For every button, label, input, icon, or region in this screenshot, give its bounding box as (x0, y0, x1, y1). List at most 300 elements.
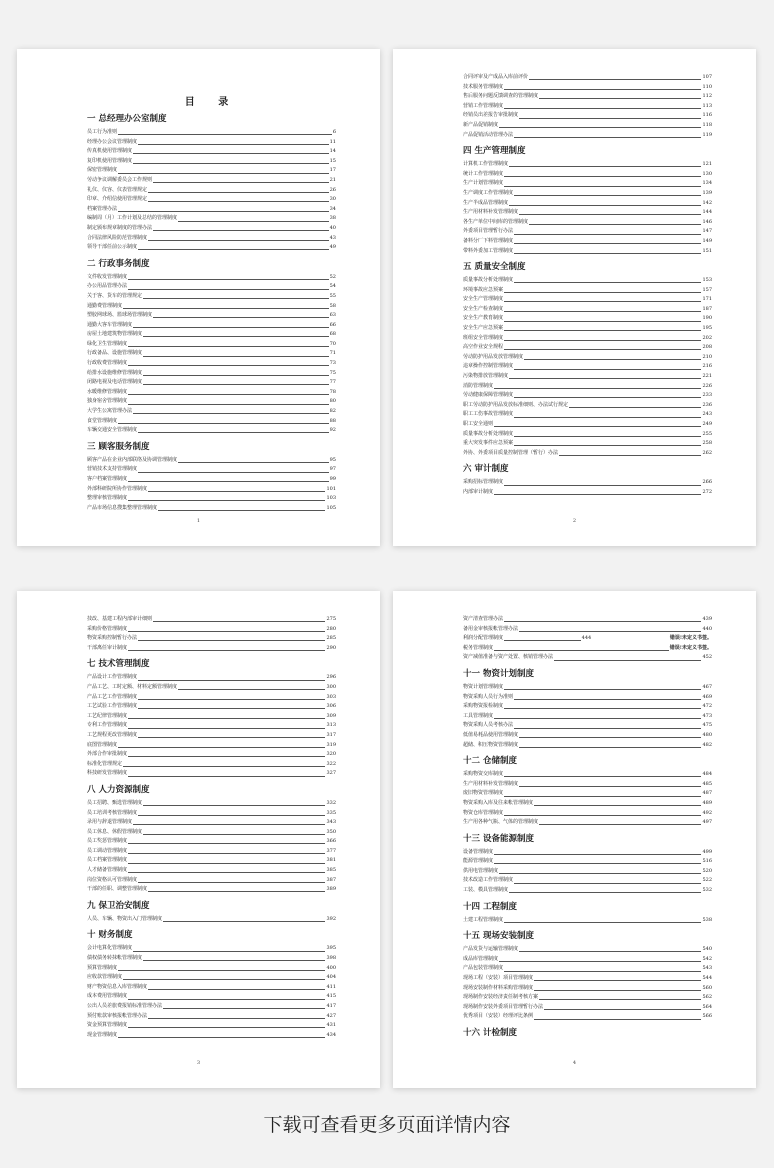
dot-leader (569, 407, 701, 408)
dot-leader (504, 708, 701, 709)
toc-entry[interactable] (87, 128, 336, 138)
toc-entry-page-number: 15 (329, 157, 336, 164)
toc-entry-page-number: 78 (329, 388, 336, 395)
toc-entry[interactable] (87, 504, 336, 514)
toc-entry[interactable] (463, 391, 712, 401)
toc-entry-page-number: 208 (702, 344, 712, 351)
toc-entry-page-number: 258 (702, 440, 712, 447)
toc-entry[interactable] (87, 166, 336, 176)
toc-entry-title: 员工招聘、甄选管理制度 (87, 799, 143, 806)
toc-entry[interactable] (87, 147, 336, 157)
toc-entry[interactable] (87, 644, 336, 654)
toc-entry[interactable] (463, 809, 712, 819)
toc-entry-title: 录用与辞退管理制度 (87, 819, 133, 826)
toc-entry-page-number: 484 (702, 771, 712, 778)
toc-entry-page-number: 392 (326, 915, 336, 922)
toc-entry[interactable] (463, 208, 712, 218)
dot-leader (158, 510, 325, 511)
toc-entry[interactable] (87, 475, 336, 485)
toc-entry-title: 预付账款审核报帐管理办法 (87, 1012, 148, 1019)
toc-entry[interactable] (463, 410, 712, 420)
toc-entry[interactable] (463, 179, 712, 189)
dot-leader (534, 1019, 701, 1020)
toc-entry-title: 新产品促销制度 (463, 121, 499, 128)
toc-entry-title: 传真机使用管理制度 (87, 148, 133, 155)
toc-entry[interactable] (463, 634, 712, 644)
toc-entry[interactable] (87, 760, 336, 770)
dot-leader (539, 824, 701, 825)
toc-entry-title: 干部离任审计制度 (87, 644, 128, 651)
toc-entry-page-number: 538 (702, 916, 712, 923)
toc-entry-page-number: 285 (326, 635, 336, 642)
toc-entry[interactable] (87, 176, 336, 186)
toc-entry-page-number: 562 (702, 994, 712, 1001)
toc-entry-page-number: 149 (702, 237, 712, 244)
toc-entry-page-number: 415 (326, 993, 336, 1000)
toc-entry-title: 超储、积压物资管理制度 (463, 741, 519, 748)
toc-entry-page-number: 113 (702, 102, 712, 109)
section-heading: 十三 设备能源制度 (463, 833, 534, 844)
dot-leader (514, 253, 701, 254)
toc-entry-title: 职工劳动防护用品发放标准细则、办法试行规定 (463, 401, 569, 408)
toc-entry-page-number: 34 (329, 205, 336, 212)
toc-entry-page-number: 243 (702, 411, 712, 418)
toc-entry[interactable] (87, 828, 336, 838)
toc-entry[interactable] (87, 1012, 336, 1022)
toc-entry[interactable] (463, 857, 712, 867)
toc-entry[interactable] (87, 1021, 336, 1031)
toc-entry-page-number: 417 (326, 1003, 336, 1009)
toc-entry[interactable] (463, 439, 712, 449)
toc-entry[interactable] (87, 407, 336, 417)
toc-entry[interactable] (87, 983, 336, 993)
toc-entry-title: 通勤大客车管理制度 (87, 321, 133, 328)
toc-entry[interactable] (463, 160, 712, 170)
toc-entry[interactable] (87, 138, 336, 148)
toc-entry-page-number: 142 (702, 199, 712, 206)
dot-leader (128, 631, 325, 632)
toc-entry[interactable] (87, 157, 336, 167)
toc-entry-page-number: 335 (326, 809, 336, 816)
toc-entry-page-number: 118 (702, 121, 712, 128)
toc-entry[interactable] (463, 218, 712, 228)
toc-entry[interactable] (463, 644, 712, 654)
toc-entry[interactable] (87, 673, 336, 683)
toc-entry[interactable] (463, 993, 712, 1003)
dot-leader (143, 336, 329, 337)
toc-entry-page-number: 52 (329, 273, 336, 280)
toc-entry-title: 经理办公会议管理制度 (87, 138, 138, 145)
toc-entry[interactable] (463, 615, 712, 625)
toc-entry-page-number: 187 (702, 305, 712, 312)
toc-entry[interactable] (463, 818, 712, 828)
toc-entry[interactable] (87, 494, 336, 504)
toc-entry-title: 供用电管理制度 (463, 867, 499, 874)
toc-entry[interactable] (87, 885, 336, 895)
toc-entry[interactable] (463, 83, 712, 93)
toc-entry[interactable] (463, 430, 712, 440)
toc-entry[interactable] (463, 974, 712, 984)
dot-leader (514, 397, 701, 398)
dot-leader (514, 282, 701, 283)
toc-entry-page-number: 43 (329, 234, 336, 241)
toc-entry[interactable] (463, 625, 712, 635)
dot-leader (128, 853, 325, 854)
toc-entry[interactable] (463, 362, 712, 372)
dot-leader (494, 650, 669, 651)
dot-leader (519, 786, 701, 787)
toc-entry[interactable] (87, 866, 336, 876)
toc-entry[interactable] (87, 465, 336, 475)
toc-entry[interactable] (87, 369, 336, 379)
dot-leader (138, 472, 329, 473)
toc-entry-title: 合同评审及产成品入库前评价 (463, 74, 529, 80)
toc-entry-page-number: 6 (332, 129, 336, 135)
toc-entry-title: 绿化卫生管理制度 (87, 340, 128, 347)
dot-leader (148, 240, 329, 241)
toc-entry-title: 劳动防护用品发放管理制度 (463, 353, 524, 360)
toc-entry[interactable] (463, 353, 712, 363)
toc-entry[interactable] (463, 1003, 712, 1013)
toc-entry-page-number: 130 (702, 170, 712, 177)
toc-entry[interactable] (87, 292, 336, 302)
toc-entry-page-number: 272 (702, 488, 712, 495)
section-heading: 十 财务制度 (87, 930, 133, 941)
toc-entry[interactable] (87, 214, 336, 224)
toc-entry[interactable] (463, 683, 712, 693)
toc-entry[interactable] (463, 92, 712, 102)
toc-entry[interactable] (463, 295, 712, 305)
toc-entry[interactable] (463, 945, 712, 955)
toc-entry[interactable] (463, 237, 712, 247)
toc-entry[interactable] (87, 992, 336, 1002)
toc-entry[interactable] (87, 243, 336, 253)
toc-entry-title: 产品市场信息搜集整理管理制度 (87, 504, 158, 511)
toc-entry-page-number: 21 (329, 176, 336, 183)
toc-entry-title: 标准化管理规定 (87, 760, 123, 767)
toc-entry-title: 备用金审核报帐管理办法 (463, 625, 519, 632)
toc-entry[interactable] (87, 625, 336, 635)
toc-entry[interactable] (463, 770, 712, 780)
toc-entry[interactable] (87, 731, 336, 741)
toc-entry[interactable] (463, 789, 712, 799)
toc-entry[interactable] (463, 886, 712, 896)
section-heading: 七 技术管理制度 (87, 659, 150, 670)
toc-entry-page-number: 266 (702, 479, 712, 486)
dot-leader (494, 388, 701, 389)
toc-entry[interactable] (463, 199, 712, 209)
toc-entry-title: 营销工作管理制度 (463, 102, 504, 109)
toc-entry[interactable] (87, 818, 336, 828)
toc-entry-page-number: 452 (702, 654, 712, 661)
toc-entry[interactable] (463, 111, 712, 121)
toc-entry[interactable] (87, 721, 336, 731)
toc-entry[interactable] (87, 388, 336, 398)
toc-entry[interactable] (463, 73, 712, 83)
toc-entry-page-number: 343 (326, 819, 336, 826)
toc-entry[interactable] (87, 1002, 336, 1012)
dot-leader (504, 621, 701, 622)
toc-entry[interactable] (463, 731, 712, 741)
toc-entry[interactable] (463, 876, 712, 886)
toc-entry[interactable] (87, 683, 336, 693)
toc-entry[interactable] (87, 330, 336, 340)
toc-entry-title: 废旧物资管理制度 (463, 790, 504, 797)
toc-entry-page-number: 249 (702, 421, 712, 427)
dot-leader (178, 689, 325, 690)
toc-entry-title: 产品工艺、工时定额、材料定额管理制度 (87, 683, 178, 690)
toc-entry[interactable] (87, 693, 336, 703)
toc-entry[interactable] (87, 847, 336, 857)
dot-leader (504, 292, 701, 293)
toc-entry[interactable] (87, 1031, 336, 1041)
toc-entry[interactable] (87, 282, 336, 292)
toc-entry-title: 产品促销活动管理办法 (463, 131, 514, 138)
dot-leader (138, 708, 325, 709)
toc-entry-title: 房屋土地建筑物管理制度 (87, 331, 143, 338)
toc-entry-title: 现场制作安装外委项目管理暂行办法 (463, 1003, 544, 1010)
toc-entry[interactable] (463, 799, 712, 809)
toc-entry[interactable] (463, 314, 712, 324)
toc-entry[interactable] (87, 964, 336, 974)
page-number: 1 (196, 518, 201, 524)
toc-entry-title: 各生产单位中间库的管理制度 (463, 218, 529, 225)
toc-entry-page-number: 480 (702, 731, 712, 738)
toc-entry-title: 成品库管理制度 (463, 955, 499, 962)
toc-entry-page-number: 327 (326, 770, 336, 777)
dot-leader (494, 494, 701, 495)
toc-entry[interactable] (87, 378, 336, 388)
toc-entry[interactable] (87, 876, 336, 886)
toc-entry[interactable] (463, 286, 712, 296)
toc-entry[interactable] (463, 334, 712, 344)
toc-entry[interactable] (87, 234, 336, 244)
toc-entry-page-number: 487 (702, 790, 712, 797)
dot-leader (178, 462, 329, 463)
toc-entry[interactable] (87, 702, 336, 712)
toc-entry[interactable] (463, 916, 712, 926)
toc-entry[interactable] (463, 121, 712, 131)
toc-entry-page-number: 499 (702, 848, 712, 855)
toc-entry-page-number: 112 (702, 93, 712, 100)
toc-entry[interactable] (87, 634, 336, 644)
toc-entry[interactable] (463, 276, 712, 286)
toc-entry[interactable] (87, 349, 336, 359)
toc-entry[interactable] (463, 324, 712, 334)
toc-entry[interactable] (87, 944, 336, 954)
toc-entry[interactable] (463, 867, 712, 877)
toc-entry-page-number: 107 (702, 74, 712, 80)
dot-leader (504, 340, 701, 341)
section-heading: 六 审计制度 (463, 464, 509, 475)
toc-entry[interactable] (87, 417, 336, 427)
toc-entry-title: 产品发货与运输管理制度 (463, 946, 519, 953)
dot-leader (534, 805, 701, 806)
toc-entry-page-number: 497 (702, 819, 712, 826)
dot-leader (128, 843, 325, 844)
toc-entry-page-number: 398 (326, 955, 336, 962)
dot-leader (504, 776, 701, 777)
toc-entry-title: 优秀项目（安装）经理评比条例 (463, 1013, 534, 1020)
toc-content (463, 615, 712, 1042)
toc-entry[interactable] (463, 401, 712, 411)
toc-entry-page-number: 520 (702, 867, 712, 874)
toc-entry-page-number: 101 (326, 485, 336, 492)
toc-entry[interactable] (463, 343, 712, 353)
toc-entry[interactable] (463, 420, 712, 430)
toc-entry[interactable] (87, 186, 336, 196)
dot-leader (143, 384, 329, 385)
toc-entry[interactable] (463, 131, 712, 141)
toc-entry[interactable] (87, 799, 336, 809)
toc-entry-title: 采购招标管理制度 (463, 479, 504, 486)
toc-entry[interactable] (463, 227, 712, 237)
download-more-caption[interactable]: 下载可查看更多页面详情内容 (263, 1114, 511, 1136)
toc-entry[interactable] (463, 1012, 712, 1022)
toc-entry[interactable] (87, 856, 336, 866)
toc-entry-page-number: 68 (329, 331, 336, 338)
dot-leader (494, 718, 701, 719)
toc-entry-page-number: 540 (702, 946, 712, 953)
toc-entry-title: 员工培训考核管理制度 (87, 809, 138, 816)
toc-entry[interactable] (87, 205, 336, 215)
dot-leader (494, 863, 701, 864)
toc-entry[interactable] (87, 615, 336, 625)
toc-entry[interactable] (463, 382, 712, 392)
toc-entry[interactable] (87, 321, 336, 331)
dot-leader (148, 891, 325, 892)
toc-entry-page-number: 262 (702, 449, 712, 456)
toc-entry-title: 生产调度工作管理制度 (463, 189, 514, 196)
dot-leader (143, 375, 329, 376)
dot-leader (148, 201, 329, 202)
toc-entry[interactable] (87, 311, 336, 321)
toc-entry[interactable] (463, 478, 712, 488)
toc-entry[interactable] (463, 247, 712, 257)
toc-entry[interactable] (463, 372, 712, 382)
toc-entry-title: 营销技术支持管理制度 (87, 466, 138, 473)
toc-entry[interactable] (463, 712, 712, 722)
toc-entry[interactable] (463, 653, 712, 663)
toc-entry[interactable] (463, 305, 712, 315)
toc-entry-page-number: 80 (329, 398, 336, 405)
toc-entry-title: 员工奖惩管理制度 (87, 838, 128, 845)
toc-entry[interactable] (87, 915, 336, 925)
dot-leader (514, 699, 701, 700)
toc-entry[interactable] (463, 488, 712, 498)
toc-entry-title: 物资采购人员考核办法 (463, 722, 514, 729)
toc-entry-page-number: 522 (702, 877, 712, 884)
toc-entry-page-number: 485 (702, 780, 712, 787)
document-page-2 (393, 49, 756, 546)
toc-entry[interactable] (87, 340, 336, 350)
toc-entry[interactable] (463, 721, 712, 731)
dot-leader (494, 854, 701, 855)
toc-entry[interactable] (463, 964, 712, 974)
toc-entry[interactable] (463, 693, 712, 703)
toc-entry[interactable] (87, 485, 336, 495)
toc-entry[interactable] (87, 359, 336, 369)
dot-leader (519, 631, 701, 632)
toc-entry[interactable] (87, 741, 336, 751)
toc-entry[interactable] (463, 189, 712, 199)
toc-entry[interactable] (463, 741, 712, 751)
toc-entry[interactable] (87, 837, 336, 847)
toc-entry-title: 独身宿舍管理制度 (87, 398, 128, 405)
toc-entry[interactable] (87, 809, 336, 819)
toc-entry-title: 资产减值准备与资产处置、核销管理办法 (463, 654, 554, 661)
toc-entry[interactable] (87, 954, 336, 964)
toc-entry[interactable] (463, 848, 712, 858)
toc-entry[interactable] (87, 302, 336, 312)
toc-entry[interactable] (87, 224, 336, 234)
dot-leader (494, 426, 701, 427)
toc-entry-title: 能源管理制度 (463, 858, 494, 865)
toc-entry-title: 给排水设施维修管理制度 (87, 369, 143, 376)
dot-leader (128, 365, 329, 366)
toc-entry-page-number: 190 (702, 315, 712, 322)
dot-leader (128, 346, 329, 347)
dot-leader (133, 153, 329, 154)
toc-entry[interactable] (463, 702, 712, 712)
toc-entry-title: 税务管理制度 (463, 644, 494, 651)
dot-leader (138, 249, 329, 250)
toc-entry[interactable] (87, 973, 336, 983)
dot-leader (539, 98, 701, 99)
dot-leader (133, 413, 329, 414)
toc-entry[interactable] (463, 449, 712, 459)
toc-entry-title: 车辆交通安全管理制度 (87, 427, 138, 434)
dot-leader (128, 863, 325, 864)
toc-entry-title: 科技研发管理制度 (87, 770, 128, 777)
toc-entry[interactable] (87, 456, 336, 466)
toc-entry[interactable] (87, 397, 336, 407)
toc-entry-title: 人员、车辆、物资出入门管理制度 (87, 915, 163, 922)
section-heading: 十五 现场安装制度 (463, 931, 534, 942)
toc-entry-page-number: 66 (329, 321, 336, 328)
toc-entry-title: 债权债务转抹帐管理制度 (87, 955, 143, 962)
dot-leader (504, 321, 701, 322)
toc-entry[interactable] (87, 712, 336, 722)
toc-entry[interactable] (87, 426, 336, 436)
toc-entry[interactable] (87, 750, 336, 760)
toc-entry[interactable] (463, 780, 712, 790)
toc-entry-page-number: 121 (702, 161, 712, 168)
toc-entry[interactable] (87, 769, 336, 779)
toc-entry-title: 产品工艺工作管理制度 (87, 693, 138, 700)
toc-entry[interactable] (463, 955, 712, 965)
toc-entry-title: 工艺纪律管理制度 (87, 712, 128, 719)
toc-entry[interactable] (87, 273, 336, 283)
toc-entry-title: 安全生产检查制度 (463, 305, 504, 312)
toc-entry-title: 劳动健康保障管理制度 (463, 392, 514, 399)
toc-entry[interactable] (463, 102, 712, 112)
toc-entry[interactable] (87, 195, 336, 205)
toc-entry-title: 环境事故应急预案 (463, 286, 504, 293)
toc-entry[interactable] (463, 984, 712, 994)
dot-leader (519, 951, 701, 952)
dot-leader (514, 436, 701, 437)
toc-entry-page-number: 389 (326, 886, 336, 893)
toc-entry-page-number: 30 (329, 196, 336, 203)
dot-leader (128, 872, 325, 873)
dot-leader (509, 378, 701, 379)
toc-entry-title: 员工调动管理制度 (87, 847, 128, 854)
dot-leader (499, 127, 701, 128)
page-number: 2 (572, 518, 577, 524)
toc-entry[interactable] (463, 170, 712, 180)
toc-entry-page-number: 236 (702, 401, 712, 408)
